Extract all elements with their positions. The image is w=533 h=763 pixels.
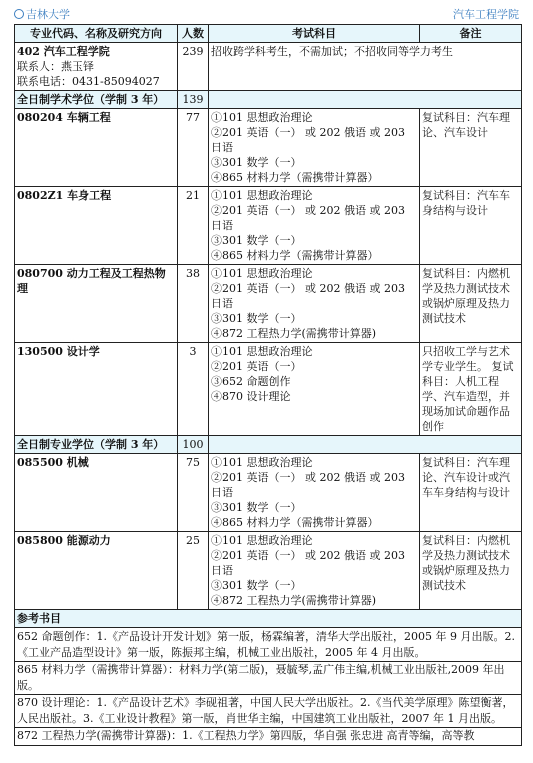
major-note: 复试科目：汽车理论、汽车设计 (420, 109, 522, 187)
reference-item: 865 材料力学（需携带计算器）：材料力学(第二版)，聂毓琴,孟广伟主编,机械工业出版社,2009 年出版。 (17, 663, 505, 692)
major-count: 25 (178, 532, 209, 610)
col-header-subjects: 考试科目 (209, 25, 420, 43)
page-header (14, 6, 519, 22)
subject-item: ③652 命题创作 (211, 375, 291, 388)
subject-item: ①101 思想政治理论 (211, 189, 313, 202)
section-title: 全日制学术学位（学制 3 年） (15, 91, 178, 109)
major-row (15, 187, 522, 265)
major-name: 085500 机械 (15, 454, 178, 532)
major-name: 130500 设计学 (15, 343, 178, 436)
subject-item: ②201 英语（一） 或 202 俄语 或 203 (211, 282, 405, 295)
subject-item: ③301 数学（一） (211, 312, 302, 325)
subject-item: 日语 (211, 486, 233, 499)
references-row (15, 628, 522, 746)
college-note: 招收跨学科考生，不需加试；不招收同等学力考生 (209, 43, 522, 91)
major-subjects (209, 532, 420, 610)
college-name: 402 汽车工程学院 (17, 45, 110, 58)
major-note: 复试科目：内燃机学及热力测试技术或锅炉原理及热力测试技术 (420, 265, 522, 343)
header-college: 汽车工程学院 (453, 8, 519, 21)
subject-item: ③301 数学（一） (211, 234, 302, 247)
major-subjects (209, 187, 420, 265)
major-note: 复试科目：汽车理论、汽车设计或汽车车身结构与设计 (420, 454, 522, 532)
major-count: 38 (178, 265, 209, 343)
subject-item: ④865 材料力学（需携带计算器） (211, 516, 379, 529)
section-title: 全日制专业学位（学制 3 年） (15, 436, 178, 454)
major-row (15, 532, 522, 610)
section-filler (209, 436, 522, 454)
subject-item: ②201 英语（一） 或 202 俄语 或 203 (211, 204, 405, 217)
major-row (15, 343, 522, 436)
college-contact: 联系人：燕玉铎 (17, 60, 94, 73)
reference-item: 652 命题创作：1.《产品设计开发计划》第一版，杨霖编著，清华大学出版社，2005 年 9 月出版。2.《工业产品造型设计》第一版，陈振邦主编，机械工业出版社，2005 年 4 月出版。 (17, 630, 515, 659)
subject-item: 日语 (211, 297, 233, 310)
major-name: 080204 车辆工程 (15, 109, 178, 187)
table-header-row (15, 25, 522, 43)
subject-item: 日语 (211, 219, 233, 232)
major-subjects (209, 109, 420, 187)
major-count: 75 (178, 454, 209, 532)
college-phone: 联系电话：0431-85094027 (17, 75, 160, 88)
major-count: 3 (178, 343, 209, 436)
references-header-row (15, 610, 522, 628)
university-logo-icon (14, 9, 24, 19)
subject-item: ③301 数学（一） (211, 579, 302, 592)
subject-item: 日语 (211, 141, 233, 154)
major-row (15, 454, 522, 532)
major-note: 只招收工学与艺术学专业学生。 复试科目：人机工程学、汽车造型，并现场加试命题作品创作 (420, 343, 522, 436)
section-filler (209, 91, 522, 109)
college-info (15, 43, 178, 91)
major-subjects (209, 454, 420, 532)
subject-item: ①101 思想政治理论 (211, 111, 313, 124)
subject-item: ②201 英语（一） 或 202 俄语 或 203 (211, 471, 405, 484)
section-row (15, 91, 522, 109)
subject-item: ①101 思想政治理论 (211, 267, 313, 280)
subject-item: ④865 材料力学（需携带计算器） (211, 171, 379, 184)
subject-item: ②201 英语（一） (211, 360, 302, 373)
major-subjects (209, 343, 420, 436)
major-row (15, 109, 522, 187)
col-header-count: 人数 (178, 25, 209, 43)
major-row (15, 265, 522, 343)
major-note: 复试科目：汽车车身结构与设计 (420, 187, 522, 265)
subject-item: ①101 思想政治理论 (211, 534, 313, 547)
subject-item: ③301 数学（一） (211, 501, 302, 514)
references-body (15, 628, 522, 746)
college-count: 239 (178, 43, 209, 91)
section-count: 139 (178, 91, 209, 109)
subject-item: 日语 (211, 564, 233, 577)
subject-item: ④872 工程热力学(需携带计算器) (211, 594, 377, 607)
major-note: 复试科目：内燃机学及热力测试技术或锅炉原理及热力测试技术 (420, 532, 522, 610)
subject-item: ④870 设计理论 (211, 390, 291, 403)
major-name: 0802Z1 车身工程 (15, 187, 178, 265)
college-row (15, 43, 522, 91)
major-count: 21 (178, 187, 209, 265)
subject-item: ③301 数学（一） (211, 156, 302, 169)
col-header-notes: 备注 (420, 25, 522, 43)
reference-item: 870 设计理论：1.《产品设计艺术》李砚祖著，中国人民大学出版社。2.《当代美学原理》陈望衡著，人民出版社。3.《工业设计教程》第一版，肖世华主编，中国建筑工业出版社，2007 年 1 月出版。 (17, 696, 514, 725)
admissions-table (14, 24, 522, 746)
subject-item: ④872 工程热力学(需携带计算器) (211, 327, 377, 340)
major-count: 77 (178, 109, 209, 187)
col-header-major: 专业代码、名称及研究方向 (15, 25, 178, 43)
subject-item: ②201 英语（一） 或 202 俄语 或 203 (211, 126, 405, 139)
subject-item: ①101 思想政治理论 (211, 456, 313, 469)
reference-item: 872 工程热力学(需携带计算器)：1.《工程热力学》第四版，华自强 张忠进 高青等编，高等教 (17, 729, 475, 742)
subject-item: ④865 材料力学（需携带计算器） (211, 249, 379, 262)
major-name: 085800 能源动力 (15, 532, 178, 610)
section-row (15, 436, 522, 454)
references-title: 参考书目 (15, 610, 522, 628)
subject-item: ②201 英语（一） 或 202 俄语 或 203 (211, 549, 405, 562)
subject-item: ①101 思想政治理论 (211, 345, 313, 358)
major-subjects (209, 265, 420, 343)
header-university: 吉林大学 (14, 6, 70, 22)
major-name: 080700 动力工程及工程热物理 (15, 265, 178, 343)
section-count: 100 (178, 436, 209, 454)
